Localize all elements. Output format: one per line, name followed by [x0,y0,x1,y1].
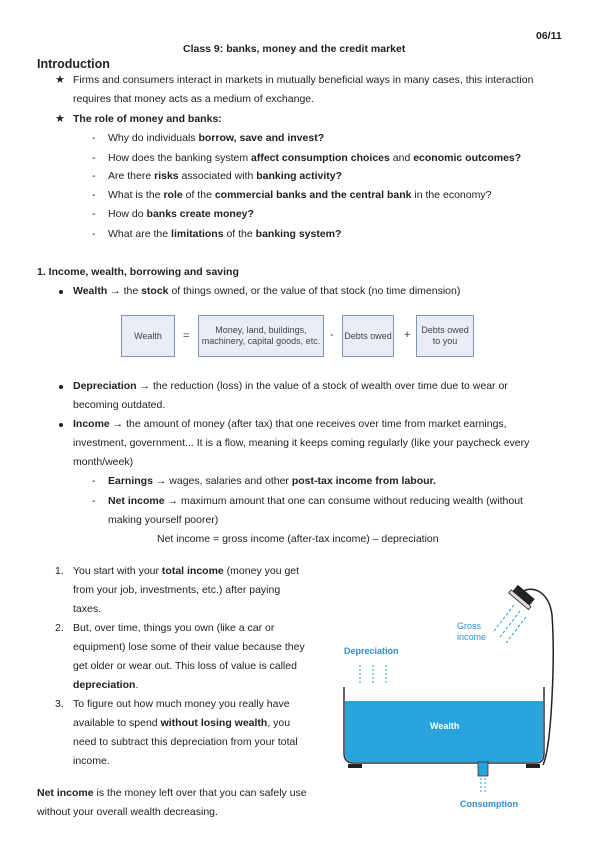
gross-income-label: Gross [457,621,482,631]
question-4: What is the role of the commercial banks and the central bank in the economy? [108,189,492,201]
depreciation-arrows [360,665,386,683]
depreciation-definition-line2: becoming outdated. [73,399,166,411]
eq-debts-owed-to-box: Debts owed to you [416,315,474,357]
star-bullet-icon: ★ [55,113,65,125]
eq-debts-owed-box: Debts owed [342,315,394,357]
star-bullet-icon: ★ [55,74,65,86]
step-1-line3: taxes. [73,603,102,615]
step-number: 3. [55,698,64,710]
wealth-water [345,701,543,762]
closing-line2: without your overall wealth decreasing. [37,806,218,818]
step-1-line2: from your job, investments, etc.) after paying [73,584,281,596]
bullet-icon [59,290,63,294]
dash-bullet: - [92,228,96,240]
dash-bullet: - [92,170,96,182]
question-3: Are there risks associated with banking activity? [108,170,343,182]
consumption-label: Consumption [460,799,518,809]
intro-paragraph-line1: Firms and consumers interact in markets in mutually beneficial ways in many cases, this interaction [73,74,534,86]
gross-income-label-2: income [457,632,487,642]
equals-sign: = [183,330,190,342]
step-2-line4: depreciation. [73,679,139,691]
question-2: How does the banking system affect consumption choices and economic outcomes? [108,152,522,164]
dash-bullet: - [92,475,96,487]
minus-sign: - [330,329,334,341]
dash-bullet: - [92,208,96,220]
tub-foot [348,764,362,768]
net-income-definition: Net income → maximum amount that one can consume without reducing wealth (without [108,495,523,507]
drain [478,762,488,776]
bullet-icon [59,423,63,427]
section-heading: 1. Income, wealth, borrowing and saving [37,266,239,278]
step-2-line2: equipment) lose some of their value because they [73,641,305,653]
intro-paragraph-line2: requires that money acts as a medium of exchange. [73,93,315,105]
eq-assets-box: Money, land, buildings, machinery, capital goods, etc. [198,315,324,357]
question-6: What are the limitations of the banking system? [108,228,342,240]
step-3-line2: available to spend without losing wealth, you [73,717,291,729]
step-3-line3: need to subtract this depreciation from your total [73,736,298,748]
eq-wealth-box: Wealth [121,315,175,357]
dash-bullet: - [92,189,96,201]
step-number: 2. [55,622,64,634]
earnings-definition: Earnings → wages, salaries and other post-tax income from labour. [108,475,436,487]
step-1-line1: You start with your total income (money you get [73,565,300,577]
bullet-icon [59,385,63,389]
dash-bullet: - [92,132,96,144]
step-2-line3: get older or wear out. This loss of value is called [73,660,297,672]
dash-bullet: - [92,152,96,164]
closing-line1: Net income is the money left over that you can safely use [37,787,307,799]
dash-bullet: - [92,495,96,507]
step-number: 1. [55,565,64,577]
role-heading: The role of money and banks: [73,113,222,125]
wealth-definition: Wealth → the stock of things owned, or the value of that stock (no time dimension) [73,285,461,297]
page-number: 06/11 [536,30,562,42]
net-income-definition-line2: making yourself poorer) [108,514,219,526]
wealth-label: Wealth [430,721,460,731]
step-3-line4: income. [73,755,110,767]
wealth-bathtub-diagram [330,575,570,815]
step-3-line1: To figure out how much money you really have [73,698,290,710]
income-definition: Income → the amount of money (after tax) that one receives over time from market earnings, [73,418,507,430]
shower-head-icon [509,584,537,610]
depreciation-label: Depreciation [344,646,399,656]
step-2-line1: But, over time, things you own (like a car or [73,622,275,634]
net-income-formula: Net income = gross income (after-tax income) – depreciation [157,533,439,545]
plus-sign: + [404,329,411,341]
tub-foot [526,764,540,768]
question-1: Why do individuals borrow, save and invest? [108,132,325,144]
question-5: How do banks create money? [108,208,254,220]
depreciation-definition: Depreciation → the reduction (loss) in the value of a stock of wealth over time due to wear or [73,380,508,392]
consumption-arrows [481,778,485,793]
page-title: Class 9: banks, money and the credit market [183,43,406,55]
income-definition-line2: investment, government... It is a flow, meaning it keeps coming regularly (like your paycheck every [73,437,530,449]
intro-heading: Introduction [37,57,110,71]
gross-income-arrows [494,605,526,643]
income-definition-line3: month/week) [73,456,134,468]
